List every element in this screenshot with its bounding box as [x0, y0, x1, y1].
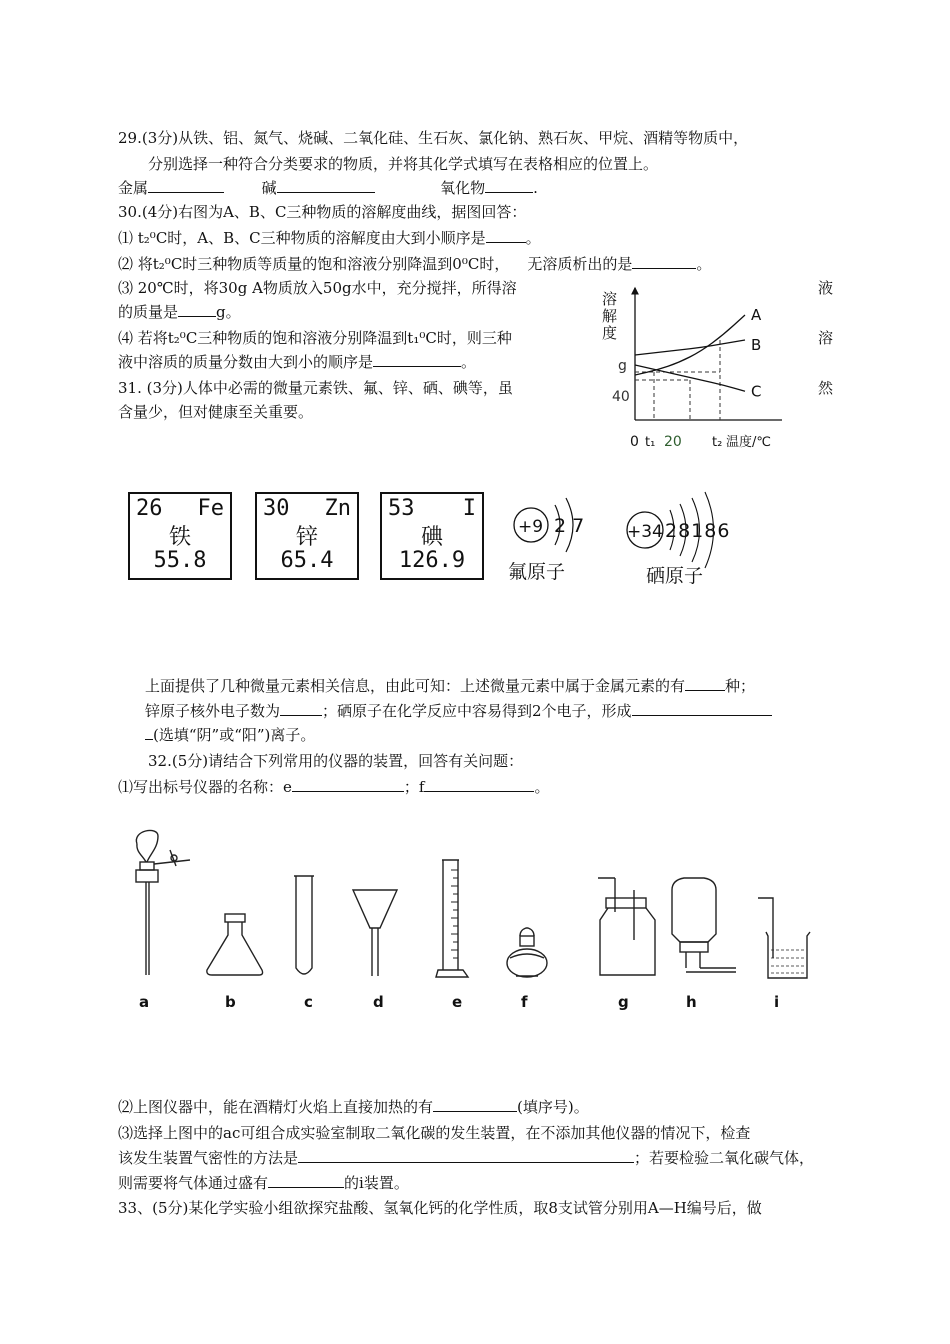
- q30-part2: ⑵ 将t₂⁰C时三种物质等质量的饱和溶液分别降温到0⁰C时， 无溶质析出的是 。: [118, 255, 712, 273]
- q32-e-blank[interactable]: [292, 777, 404, 792]
- q30-intro: 30.(4分)右图为A、B、C三种物质的溶解度曲线，据图回答：: [118, 203, 527, 221]
- y-axis-label: [602, 290, 617, 342]
- element-card-fe: [128, 492, 232, 580]
- q30-part4a: ⑷ 若将t₂⁰C三种物质的饱和溶液分别降温到t₁⁰C时，则三种: [118, 329, 512, 347]
- atomic-number: 26: [136, 496, 163, 521]
- base-blank[interactable]: [277, 178, 375, 193]
- label-f: f: [521, 993, 528, 1011]
- q30-part3a: ⑶ 20℃时，将30g A物质放入50g水中，充分搅拌，所得溶: [118, 279, 517, 297]
- q30-p1-blank[interactable]: [486, 228, 526, 243]
- series-line-B: [635, 340, 745, 355]
- series-line-A: [635, 315, 745, 375]
- conical-flask: [207, 914, 263, 975]
- oxide-blank[interactable]: [485, 178, 533, 193]
- label-c: c: [304, 993, 313, 1011]
- element-card-i: [380, 492, 484, 580]
- q29-line1: 29.(3分)从铁、铝、氮气、烧碱、二氧化硅、生石灰、氯化钠、熟石灰、甲烷、酒精等物质中，: [118, 129, 749, 147]
- label-b: b: [225, 993, 236, 1011]
- graduated-cylinder: [436, 860, 468, 977]
- apparatus-figure: [110, 820, 830, 990]
- beaker-with-tube: [758, 898, 810, 978]
- svg-text:28186: 28186: [665, 520, 731, 542]
- series-label-C: C: [751, 382, 762, 401]
- svg-text:+34: +34: [627, 522, 663, 542]
- q32-intro: 32.(5分)请结合下列常用的仪器的装置，回答有关问题：: [148, 752, 524, 770]
- q32-heat-blank[interactable]: [433, 1097, 517, 1112]
- q30-fragment-3: 然: [818, 379, 834, 397]
- q31-line1: 31. (3分)人体中必需的微量元素铁、氟、锌、硒、碘等，虽: [118, 379, 513, 397]
- q31-text3: (选填“阴”或“阳”)离子。: [145, 725, 315, 745]
- alcohol-lamp: [507, 928, 547, 977]
- inverted-bottle: [672, 878, 736, 972]
- q30-p2-blank[interactable]: [632, 254, 696, 269]
- oxide-label: 氧化物: [440, 179, 486, 197]
- xtick-t2: t₂: [712, 435, 723, 450]
- gas-washing-bottle: [598, 878, 655, 975]
- separatory-funnel: [136, 830, 190, 975]
- q32-f-blank[interactable]: [424, 777, 534, 792]
- q32-part3c: 则需要将气体通过盛有 的i装置。: [118, 1174, 409, 1192]
- selenium-label: 硒原子: [646, 565, 704, 587]
- q31-electron-blank[interactable]: [280, 701, 322, 716]
- q32-airtight-blank[interactable]: [298, 1148, 634, 1163]
- selenium-atom-diagram: [627, 492, 730, 587]
- label-g: g: [618, 993, 629, 1011]
- ytick-40: 40: [612, 389, 630, 405]
- atom-diagrams: [500, 480, 760, 590]
- q32-part2: ⑵上图仪器中，能在酒精灯火焰上直接加热的有 (填序号)。: [118, 1098, 589, 1116]
- q30-p3-blank[interactable]: [178, 302, 216, 317]
- x-axis-label: 温度/℃: [726, 435, 771, 450]
- svg-text:2 7: 2 7: [554, 515, 585, 537]
- q31-ion-blank[interactable]: [632, 701, 772, 716]
- series-label-B: B: [751, 336, 762, 354]
- element-name: 碘: [420, 525, 443, 550]
- q30-part4b: 液中溶质的质量分数由大到小的顺序是 。: [118, 353, 477, 371]
- q29-answer-line: 金属 碱 氧化物 .: [118, 179, 538, 197]
- q30-part3b: 的质量是 g。: [118, 303, 241, 321]
- q31-text1: 上面提供了几种微量元素相关信息，由此可知：上述微量元素中属于金属元素的有 种；: [145, 677, 756, 695]
- label-h: h: [686, 993, 697, 1011]
- series-label-A: A: [751, 306, 762, 324]
- q30-fragment-2: 溶: [818, 329, 834, 347]
- q31-metal-count-blank[interactable]: [685, 676, 725, 691]
- atomic-number: 30: [263, 496, 290, 521]
- element-card-zn: [255, 492, 359, 580]
- test-tube: [294, 876, 314, 974]
- q32-part3b: 该发生装置气密性的方法是 ；若要检验二氧化碳气体，: [118, 1149, 815, 1167]
- q32-part1: ⑴写出标号仪器的名称：e ；f 。: [118, 778, 550, 796]
- metal-label: 金属: [118, 179, 149, 197]
- q29-line2: 分别选择一种符合分类要求的物质，并将其化学式填写在表格相应的位置上。: [148, 155, 659, 173]
- q30-fragment-1: 液: [818, 279, 834, 297]
- ytick-g: g: [618, 358, 627, 374]
- y-axis-label-char: 解: [602, 307, 618, 325]
- atomic-number: 53: [388, 496, 415, 521]
- y-axis-label-char: 溶: [602, 290, 618, 308]
- label-a: a: [139, 993, 150, 1011]
- element-symbol: Zn: [324, 496, 351, 521]
- q30-p4-blank[interactable]: [373, 352, 461, 367]
- svg-text:+9: +9: [518, 517, 544, 537]
- solubility-chart: [590, 280, 805, 455]
- q32-part3a: ⑶选择上图中的ac可组合成实验室制取二氧化碳的发生装置，在不添加其他仪器的情况下，检查: [118, 1124, 751, 1142]
- fluorine-label: 氟原子: [508, 561, 566, 583]
- funnel: [353, 890, 397, 976]
- base-label: 碱: [261, 179, 277, 197]
- q33-line1: 33、(5分)某化学实验小组欲探究盐酸、氢氧化钙的化学性质，取8支试管分别用A—H编号后，做: [118, 1199, 762, 1217]
- q31-text2: 锌原子核外电子数为 ；硒原子在化学反应中容易得到2个电子，形成: [145, 701, 772, 721]
- xtick-0: 0: [630, 434, 639, 450]
- label-i: i: [774, 993, 780, 1011]
- q30-part1: ⑴ t₂⁰C时，A、B、C三种物质的溶解度由大到小顺序是 。: [118, 229, 541, 247]
- y-axis-label-char: 度: [602, 324, 618, 342]
- label-d: d: [373, 993, 384, 1011]
- atomic-mass: 65.4: [280, 548, 334, 573]
- atomic-mass: 126.9: [398, 548, 466, 573]
- xtick-t1: t₁: [645, 435, 656, 450]
- element-symbol: I: [462, 496, 476, 521]
- element-symbol: Fe: [197, 496, 224, 521]
- atomic-mass: 55.8: [153, 548, 207, 573]
- q32-reagent-blank[interactable]: [268, 1173, 344, 1188]
- label-e: e: [452, 993, 463, 1011]
- fluorine-atom-diagram: [508, 498, 584, 583]
- xtick-20: 20: [664, 434, 682, 450]
- metal-blank[interactable]: [148, 178, 224, 193]
- element-name: 铁: [168, 525, 191, 550]
- q31-line2: 含量少，但对健康至关重要。: [118, 403, 314, 421]
- element-name: 锌: [295, 525, 318, 550]
